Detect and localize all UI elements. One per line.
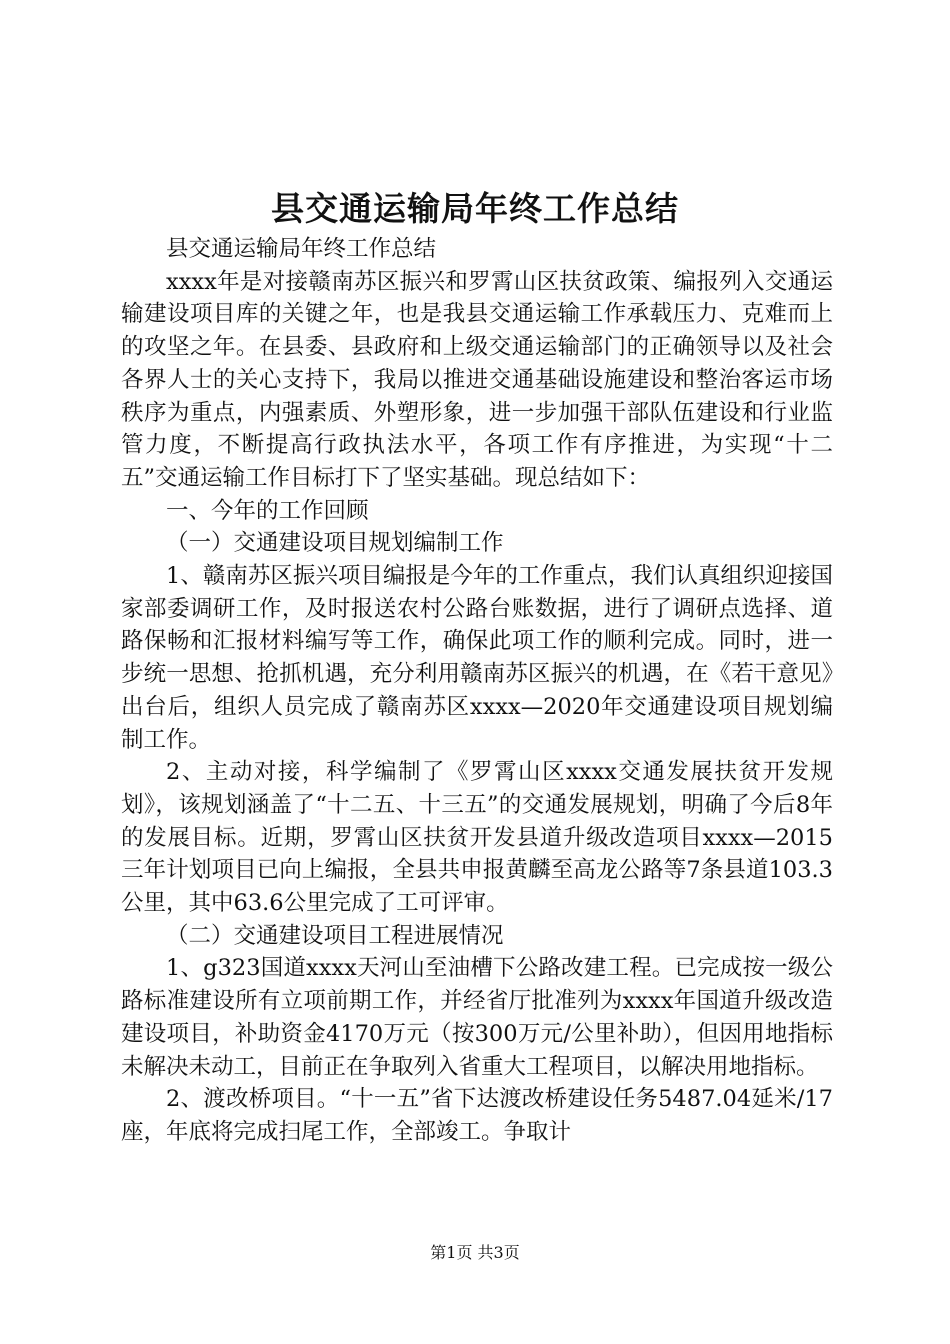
page-footer: 第1页 共3页 xyxy=(430,1243,520,1262)
section-heading: 一、今年的工作回顾 xyxy=(166,497,369,524)
paragraph-item: 2、渡改桥项目。“十一五”省下达渡改桥建设任务5487.04延米/17座，年底将完成扫尾工作，全部竣工。争取计 xyxy=(121,1086,833,1145)
document-title: 县交通运输局年终工作总结 xyxy=(271,189,679,228)
paragraph-item: 1、g323国道xxxx天河山至油槽下公路改建工程。已完成按一级公路标准建设所有立项前期工作，并经省厅批准列为xxxx年国道升级改造建设项目，补助资金4170万元（按300万元/公里补助），但因用地指标未解决未动工，目前正在争取列入省重大工程项目，以解决用地指标。 xyxy=(121,955,833,1080)
paragraph-subtitle: 县交通运输局年终工作总结 xyxy=(166,236,437,262)
subsection-heading: （二）交通建设项目工程进展情况 xyxy=(166,922,504,949)
paragraph-item: 2、主动对接，科学编制了《罗霄山区xxxx交通发展扶贫开发规划》，该规划涵盖了“十二五、十三五”的交通发展规划，明确了今后8年的发展目标。近期，罗霄山区扶贫开发县道升级改造项目xxxx—2015三年计划项目已向上编报，全县共申报黄麟至高龙公路等7条县道103.3公里，其中63.6公里完成了工可评审。 xyxy=(121,759,833,917)
paragraph-item: 1、赣南苏区振兴项目编报是今年的工作重点，我们认真组织迎接国家部委调研工作，及时报送农村公路台账数据，进行了调研点选择、道路保畅和汇报材料编写等工作，确保此项工作的顺利完成。同时，进一步统一思想、抢抓机遇，充分利用赣南苏区振兴的机遇，在《若干意见》出台后，组织人员完成了赣南苏区xxxx—2020年交通建设项目规划编制工作。 xyxy=(121,563,833,753)
paragraph-intro: xxxx年是对接赣南苏区振兴和罗霄山区扶贫政策、编报列入交通运输建设项目库的关键之年，也是我县交通运输工作承载压力、克难而上的攻坚之年。在县委、县政府和上级交通运输部门的正确领导以及社会各界人士的关心支持下，我局以推进交通基础设施建设和整治客运市场秩序为重点，内强素质、外塑形象，进一步加强干部队伍建设和行业监管力度，不断提高行政执法水平，各项工作有序推进，为实现“十二五”交通运输工作目标打下了坚实基础。现总结如下： xyxy=(121,268,833,491)
subsection-heading: （一）交通建设项目规划编制工作 xyxy=(166,530,504,557)
document-body xyxy=(121,233,833,1149)
